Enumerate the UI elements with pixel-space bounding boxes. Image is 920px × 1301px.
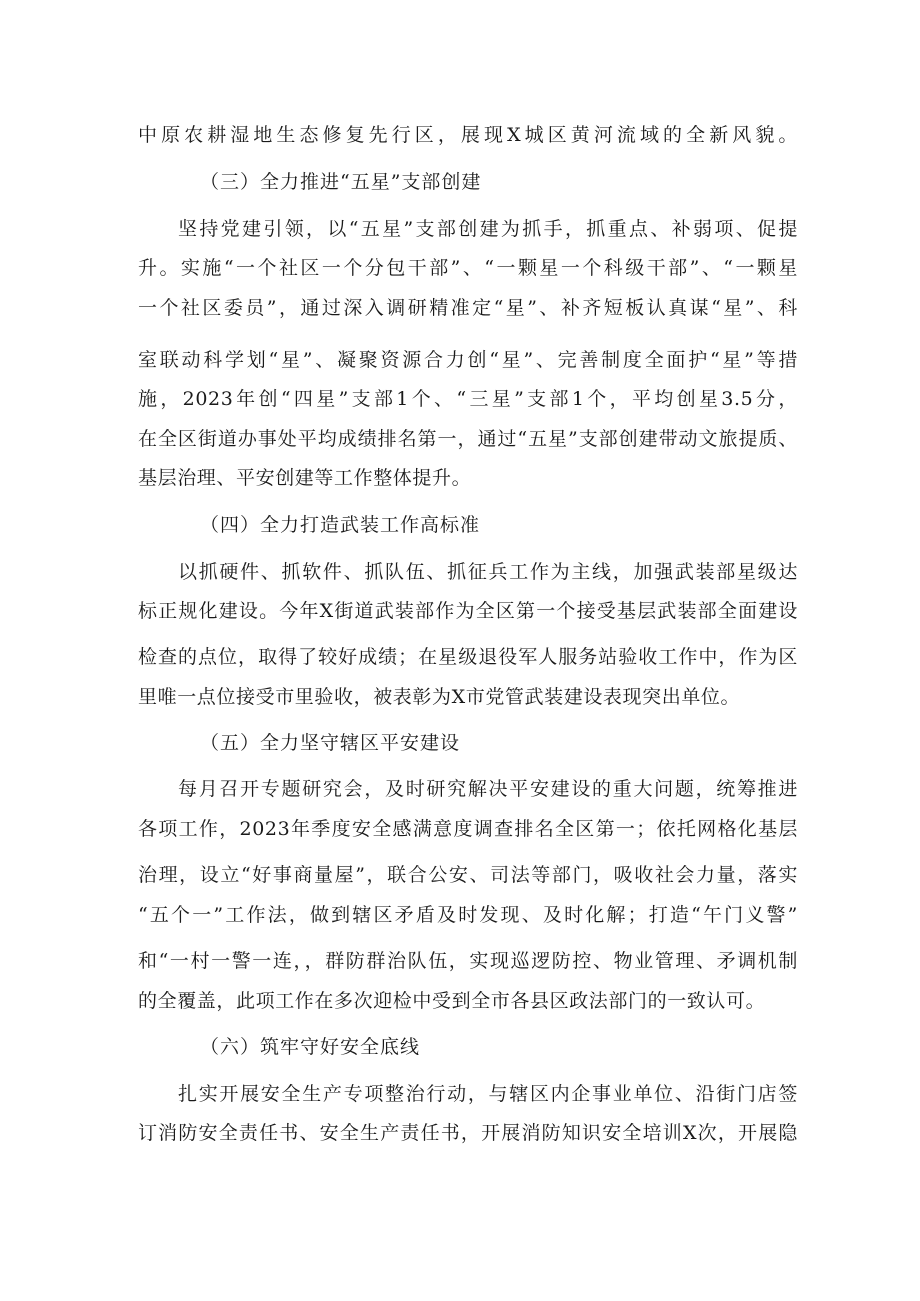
paragraph-line: 的全覆盖，此项工作在多次迎检中受到全市各县区政法部门的一致认可。 <box>138 990 766 1012</box>
section-heading-4: （四）全力打造武装工作高标准 <box>200 514 481 536</box>
paragraph-line: 检查的点位，取得了较好成绩；在星级退役军人服务站验收工作中，作为区 <box>138 646 798 668</box>
paragraph-line: 施，2023年创“四星”支部1个、“三星”支部1个，平均创星3.5分， <box>138 388 798 410</box>
paragraph-line: 升。实施“一个社区一个分包干部”、“一颗星一个科级干部”、“一颗星 <box>138 257 798 279</box>
paragraph-line: 治理，设立“好事商量屋”，联合公安、司法等部门，吸收社会力量，落实 <box>138 864 798 886</box>
section-heading-6: （六）筑牢守好安全底线 <box>200 1036 421 1058</box>
paragraph-line: 和“一村一警一连，，群防群治队伍，实现巡逻防控、物业管理、矛调机制 <box>138 950 798 972</box>
paragraph-line: 里唯一点位接受市里验收，被表彰为X市党管武装建设表现突出单位。 <box>138 686 741 708</box>
paragraph-line: 在全区街道办事处平均成绩排名第一，通过“五星”支部创建带动文旅提质、 <box>138 428 798 450</box>
paragraph-line: 扎实开展安全生产专项整治行动，与辖区内企事业单位、沿街门店签 <box>178 1083 798 1105</box>
paragraph-line: 每月召开专题研究会，及时研究解决平安建设的重大问题，统筹推进 <box>178 778 798 800</box>
paragraph-line: 基层治理、平安创建等工作整体提升。 <box>138 467 472 489</box>
paragraph-line: 标正规化建设。今年X街道武装部作为全区第一个接受基层武装部全面建设 <box>138 600 798 622</box>
paragraph-line: 各项工作，2023年季度安全感满意度调查排名全区第一；依托网格化基层 <box>138 818 798 840</box>
paragraph-line: 中原农耕湿地生态修复先行区，展现X城区黄河流域的全新风貌。 <box>138 124 798 146</box>
paragraph-line: “五个一”工作法，做到辖区矛盾及时发现、及时化解；打造“午门义警” <box>138 904 798 926</box>
paragraph-line: 室联动科学划“星”、凝聚资源合力创“星”、完善制度全面护“星”等措 <box>138 349 798 371</box>
paragraph-line: 坚持党建引领，以“五星”支部创建为抓手，抓重点、补弱项、促提 <box>178 218 798 240</box>
paragraph-line: 一个社区委员”，通过深入调研精准定“星”、补齐短板认真谋“星”、科 <box>138 297 798 319</box>
section-heading-3: （三）全力推进“五星”支部创建 <box>200 171 482 193</box>
section-heading-5: （五）全力坚守辖区平安建设 <box>200 732 461 754</box>
paragraph-line: 订消防安全责任书、安全生产责任书，开展消防知识安全培训X次，开展隐 <box>138 1122 798 1144</box>
paragraph-line: 以抓硬件、抓软件、抓队伍、抓征兵工作为主线，加强武装部星级达 <box>178 561 798 583</box>
